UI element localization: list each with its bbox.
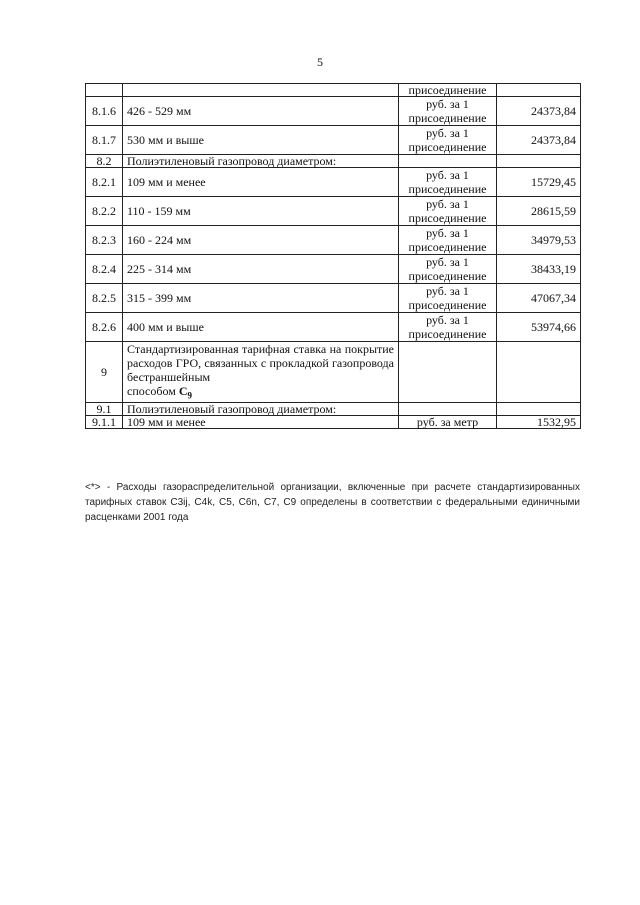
cell-unit: руб. за 1 присоединение bbox=[399, 226, 497, 255]
cell-num bbox=[86, 84, 123, 97]
cell-unit: руб. за 1 присоединение bbox=[399, 255, 497, 284]
cell-num: 8.1.7 bbox=[86, 126, 123, 155]
cell-name: 426 - 529 мм bbox=[123, 97, 399, 126]
cell-value: 34979,53 bbox=[497, 226, 581, 255]
cell-name: 109 мм и менее bbox=[123, 168, 399, 197]
cell-unit bbox=[399, 342, 497, 403]
table-row bbox=[86, 313, 581, 342]
cell-name: 530 мм и выше bbox=[123, 126, 399, 155]
table-row bbox=[86, 226, 581, 255]
cell-name: 109 мм и менее bbox=[123, 416, 399, 429]
cell-num: 9.1.1 bbox=[86, 416, 123, 429]
table-row bbox=[86, 284, 581, 313]
cell-num: 8.1.6 bbox=[86, 97, 123, 126]
table-row bbox=[86, 416, 581, 429]
cell-value: 28615,59 bbox=[497, 197, 581, 226]
cell-name bbox=[123, 84, 399, 97]
cell-value: 47067,34 bbox=[497, 284, 581, 313]
cell-unit: руб. за метр bbox=[399, 416, 497, 429]
cell-name: Полиэтиленовый газопровод диаметром: bbox=[123, 155, 399, 168]
cell-name: 160 - 224 мм bbox=[123, 226, 399, 255]
table-row-section bbox=[86, 403, 581, 416]
table-row bbox=[86, 197, 581, 226]
cell-unit: руб. за 1 присоединение bbox=[399, 97, 497, 126]
rate-description-end: способом bbox=[127, 384, 176, 398]
table-row bbox=[86, 126, 581, 155]
cell-name: Полиэтиленовый газопровод диаметром: bbox=[123, 403, 399, 416]
cell-num: 8.2.1 bbox=[86, 168, 123, 197]
rate-symbol: С bbox=[178, 384, 188, 398]
table-row-section bbox=[86, 155, 581, 168]
cell-num: 8.2.2 bbox=[86, 197, 123, 226]
table-row bbox=[86, 168, 581, 197]
cell-name: 225 - 314 мм bbox=[123, 255, 399, 284]
cell-name: 315 - 399 мм bbox=[123, 284, 399, 313]
cell-unit: руб. за 1 присоединение bbox=[399, 284, 497, 313]
footnote: <*> - Расходы газораспределительной организации, включенные при расчете стандартизированных тарифных ставок С3ij, С4k, С5, С6n, С7, С9 определены в соответствии с федеральными единичными расценками 2001 года bbox=[85, 482, 580, 523]
cell-value bbox=[497, 403, 581, 416]
tariff-table bbox=[85, 83, 581, 429]
cell-value bbox=[497, 342, 581, 403]
table-row bbox=[86, 255, 581, 284]
table-row-continuation bbox=[86, 84, 581, 97]
cell-value: 15729,45 bbox=[497, 168, 581, 197]
cell-value: 1532,95 bbox=[497, 416, 581, 429]
cell-unit: руб. за 1 присоединение bbox=[399, 197, 497, 226]
cell-num: 8.2.6 bbox=[86, 313, 123, 342]
cell-unit: руб. за 1 присоединение bbox=[399, 126, 497, 155]
cell-num: 9.1 bbox=[86, 403, 123, 416]
cell-value bbox=[497, 155, 581, 168]
rate-symbol-subscript: 9 bbox=[187, 390, 193, 401]
cell-value bbox=[497, 84, 581, 97]
cell-value: 24373,84 bbox=[497, 126, 581, 155]
cell-value: 24373,84 bbox=[497, 97, 581, 126]
cell-num: 8.2.5 bbox=[86, 284, 123, 313]
cell-num: 8.2.3 bbox=[86, 226, 123, 255]
cell-unit bbox=[399, 403, 497, 416]
cell-name bbox=[123, 342, 399, 403]
cell-num: 8.2 bbox=[86, 155, 123, 168]
cell-unit: руб. за 1 присоединение bbox=[399, 313, 497, 342]
cell-value: 53974,66 bbox=[497, 313, 581, 342]
cell-name: 400 мм и выше bbox=[123, 313, 399, 342]
table-row bbox=[86, 97, 581, 126]
cell-unit: руб. за 1 присоединение bbox=[399, 168, 497, 197]
cell-value: 38433,19 bbox=[497, 255, 581, 284]
cell-unit bbox=[399, 155, 497, 168]
rate-description: Стандартизированная тарифная ставка на покрытие расходов ГРО, связанных с прокладкой газопровода бестраншейным bbox=[127, 342, 394, 384]
cell-name: 110 - 159 мм bbox=[123, 197, 399, 226]
cell-unit: присоединение bbox=[399, 84, 497, 97]
cell-num: 8.2.4 bbox=[86, 255, 123, 284]
cell-num: 9 bbox=[86, 342, 123, 403]
table-row-section-9 bbox=[86, 342, 581, 403]
page-number: 5 bbox=[317, 55, 323, 69]
